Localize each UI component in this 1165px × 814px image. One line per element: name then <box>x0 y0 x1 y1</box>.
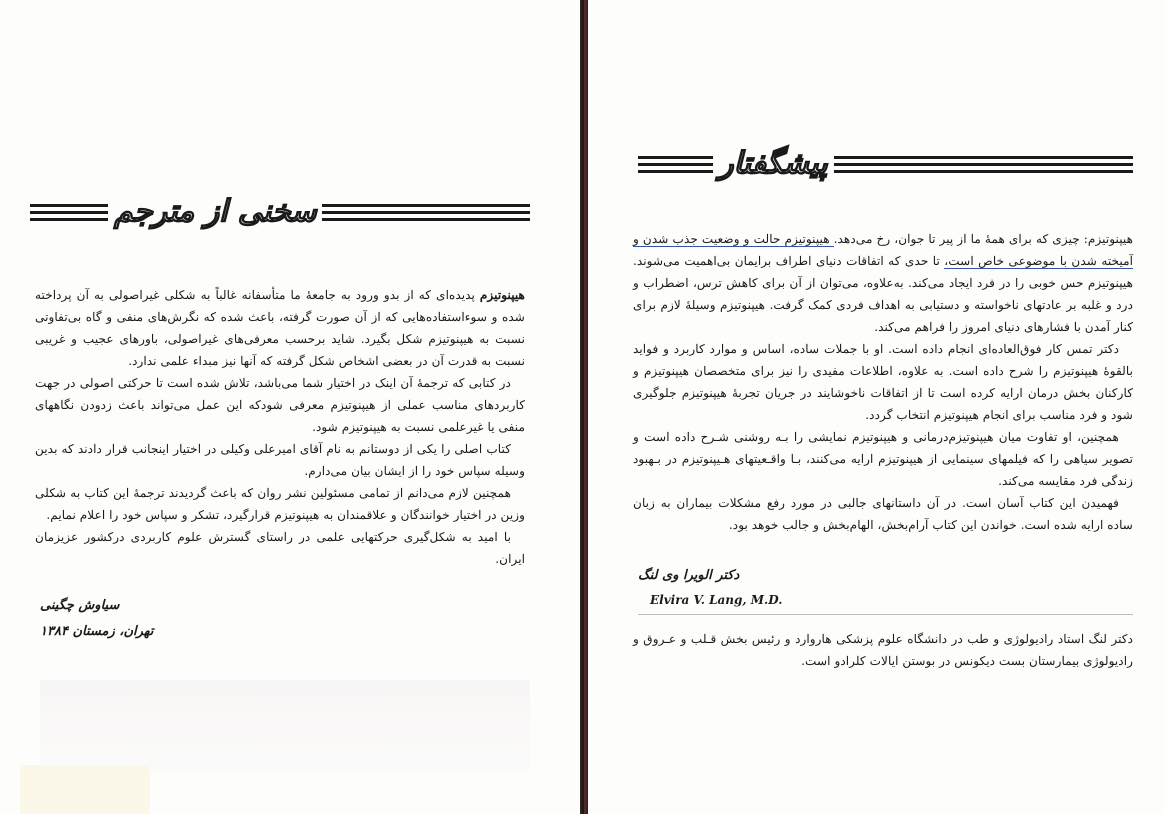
author-signature-persian: دکتر الویرا وی لنگ <box>638 568 740 583</box>
heading-title: سخنی از مترجم <box>108 194 322 229</box>
paragraph: کتاب اصلی را یکی از دوستانم به نام آقای امیرعلی وکیلی در اختیار اینجانب قرار دادند که بدین وسیله سپاس خود را از ایشان بیان می‌دارم. <box>35 442 525 478</box>
paragraph-text: پدیده‌ای که از بدو ورود به جامعهٔ ما متأسفانه غالباً به شکلی غیراصولی به آن پرداخته شده و سوءاستفاده‌هایی که از آن صورت گرفته، باعث شده که نگرش‌های منفی و گاه بی‌تفاوتی نسبت به هیپنوتیزم شکل بگیرد. شاید برحسب معرفی‌های غیراصولی، باورهای عجیب و غریبی نسبت به قدرت آن در بعضی اشخاص شکل گرفته که آنها نیز مبداء علمی ندارد. <box>35 288 525 368</box>
faint-bleed-through <box>40 680 530 770</box>
author-bio <box>633 628 1133 672</box>
lead-word: هیپنوتیزم <box>479 288 525 302</box>
paragraph: دکتر لنگ استاد رادیولوژی و طب در دانشگاه علوم پزشکی هاروارد و رئیس بخش قـلب و عـروق و رادیولوژی بیمارستان بست دیکونس در بوستن ایالات کلرادو است. <box>633 632 1133 668</box>
underlined-text: هیپنوتیزم حالت و وضعیت جذب شدن و آمیخته شدن با موضوعی خاص است، <box>633 232 1133 268</box>
author-signature-english: Elvira V. Lang, M.D. <box>650 593 783 607</box>
translator-signature: سیاوش چگینی <box>40 598 120 613</box>
paragraph: دکتر تمس کار فوق‌العاده‌ای انجام داده است. او با جملات ساده، اساس و موارد کاربرد و فواید بالقوهٔ هیپنوتیزم را شرح داده است. به علاوه، اطلاعات مفیدی را نیز برای متخصصان هیپنوتیزم و کارکنان بخش درمان ارایه کرده است تا از اتفاقات ناخوشایند در جریان تجربهٔ هیپنوتیزم جلوگیری شود و فرد مناسب برای انجام هیپنوتیزم انتخاب گردد. <box>633 342 1133 422</box>
paragraph <box>633 228 1133 338</box>
book-spine <box>580 0 588 814</box>
foreword-body <box>633 228 1133 536</box>
paragraph: همچنین لازم می‌دانم از تمامی مسئولین نشر روان که باعث گردیدند ترجمهٔ این کتاب به شکلی وزین در اختیار خوانندگان و علاقمندان به هیپنوتیزم قرارگیرد، تشکر و سپاس خود را اعلام نمایم. <box>35 486 525 522</box>
signature-place-date: تهران، زمستان ۱۳۸۴ <box>40 624 154 639</box>
paragraph-text: تا حدی که اتفاقات دنیای اطراف برایمان بی‌اهمیت می‌شوند. هیپنوتیزم حس خوبی را در فرد ایجاد می‌کند. به‌علاوه، می‌توان از آن برای کاهش ترس، اضطراب و درد و غلبه بر عادتهای ناخواسته و دستیابی به اهداف فردی کمک گرفت. هیپنوتیزم وسیلهٔ لازم برای کنار آمدن با فشارهای دنیای امروز را فراهم می‌کند. <box>633 254 1133 334</box>
page-stain <box>20 765 150 814</box>
paragraph-text: هیپنوتیزم: چیزی که برای همهٔ ما از پیر تا جوان، رخ می‌دهد. <box>833 232 1133 246</box>
paragraph: با امید به شکل‌گیری حرکتهایی علمی در راستای گسترش علوم کاربردی درکشور عزیزمان ایران. <box>35 530 525 566</box>
translator-note-body <box>35 284 525 570</box>
left-page <box>0 0 580 814</box>
heading-title: پیشگفتار <box>713 146 834 181</box>
right-page <box>588 0 1165 814</box>
paragraph: در کتابی که ترجمهٔ آن اینک در اختیار شما می‌باشد، تلاش شده است تا حرکتی اصولی در جهت کاربردهای مناسب عملی از هیپنوتیزم معرفی شودکه این عمل می‌تواند باعث زدودن نگاههای منفی یا غیرعلمی نسبت به هیپنوتیزم شود. <box>35 376 525 434</box>
divider <box>638 614 1133 615</box>
paragraph: همچنین، او تفاوت میان هیپنوتیزم‌درمانی و هیپنوتیزم نمایشی را بـه روشنی شـرح داده است و تصویر سیاهی را که فیلمهای سینمایی از هیپنوتیزم ارایه می‌کنند، بـا واقـعیتهای هـیپنوتیزم در بـهبود زندگی فرد مقایسه می‌کند. <box>633 430 1133 488</box>
foreword-heading <box>638 148 1133 184</box>
paragraph <box>35 284 525 372</box>
paragraph: فهمیدن این کتاب آسان است. در آن داستانهای جالبی در مورد رفع مشکلات بیماران به زبان ساده ارایه شده است. خواندن این کتاب آرام‌بخش، الهام‌بخش و جالب خوهد بود. <box>633 496 1133 532</box>
translator-note-heading <box>30 196 530 232</box>
